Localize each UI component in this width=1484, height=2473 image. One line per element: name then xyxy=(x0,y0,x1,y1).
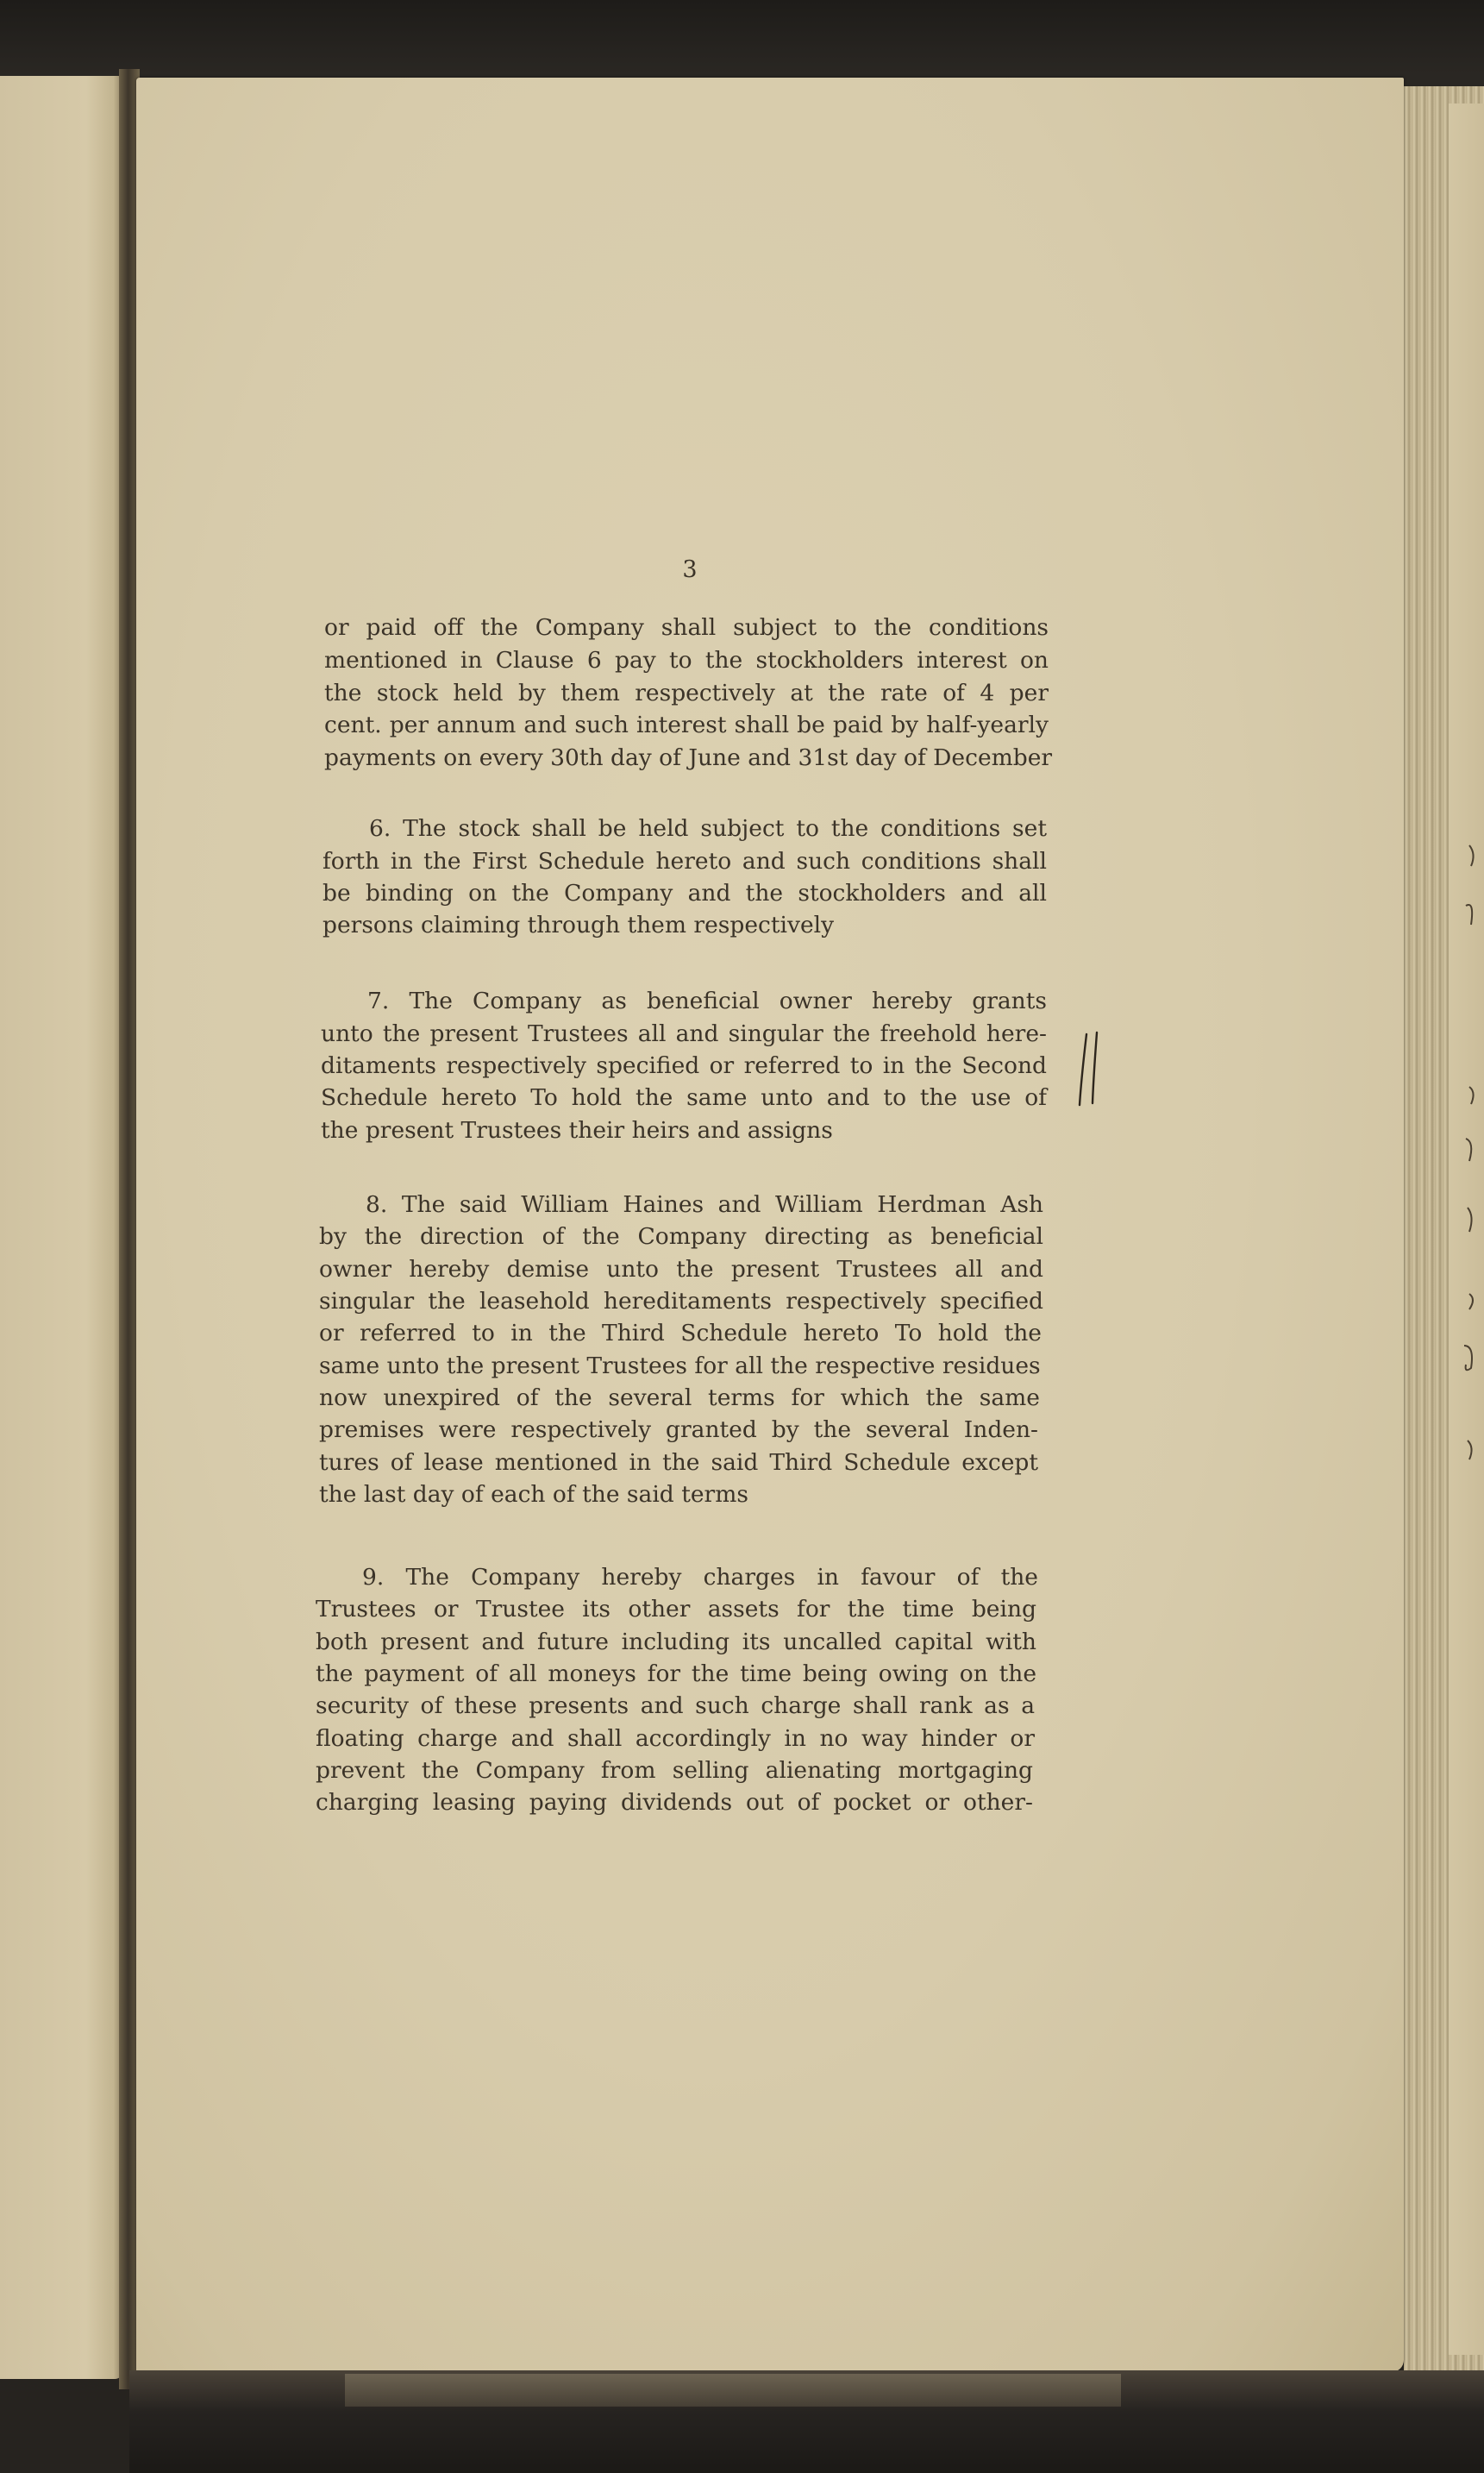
text-line: same unto the present Trustees for all the respective residues xyxy=(319,1353,1041,1379)
text-line: the last day of each of the said terms xyxy=(319,1481,748,1508)
text-line: premises were respectively granted by the several Inden- xyxy=(319,1416,1038,1443)
text-line: or referred to in the Third Schedule hereto To hold the xyxy=(319,1320,1042,1346)
text-line: unto the present Trustees all and singular the freehold here- xyxy=(321,1020,1047,1047)
text-line: now unexpired of the several terms for which the same xyxy=(319,1384,1040,1411)
edge-handwriting-marks xyxy=(1457,828,1484,1518)
text-line: security of these presents and such charge shall rank as a xyxy=(316,1692,1035,1719)
text-line: 7. The Company as beneficial owner hereby grants xyxy=(367,988,1047,1014)
text-line: ditaments respectively specified or referred to in the Second xyxy=(321,1052,1047,1079)
previous-page-edge xyxy=(0,76,123,2379)
text-line: singular the leasehold hereditaments respectively specified xyxy=(319,1288,1043,1315)
text-line: Trustees or Trustee its other assets for the time being xyxy=(316,1596,1036,1623)
text-line: the present Trustees their heirs and assigns xyxy=(321,1117,833,1144)
text-line: both present and future including its uncalled capital with xyxy=(316,1629,1036,1655)
text-line: persons claiming through them respectively xyxy=(322,912,835,938)
text-line: 6. The stock shall be held subject to the conditions set xyxy=(369,815,1047,842)
text-line: the stock held by them respectively at the rate of 4 per xyxy=(324,680,1049,706)
text-line: the payment of all moneys for the time being owing on the xyxy=(316,1660,1036,1687)
page-number: 3 xyxy=(682,556,698,583)
text-line: 8. The said William Haines and William Herdman Ash xyxy=(366,1191,1043,1218)
text-line: tures of lease mentioned in the said Third Schedule except xyxy=(319,1449,1038,1476)
text-line: payments on every 30th day of June and 31st day of December xyxy=(324,744,1053,771)
text-line: Schedule hereto To hold the same unto and to the use of xyxy=(321,1084,1047,1111)
text-line: floating charge and shall accordingly in no way hinder or xyxy=(316,1725,1035,1752)
text-line: 9. The Company hereby charges in favour of the xyxy=(362,1564,1038,1591)
text-line: by the direction of the Company directing as beneficial xyxy=(319,1223,1043,1250)
text-line: prevent the Company from selling alienating mortgaging xyxy=(316,1757,1033,1784)
bottom-label-strip xyxy=(345,2374,1121,2407)
text-line: be binding on the Company and the stockholders and all xyxy=(322,880,1047,907)
text-line: or paid off the Company shall subject to the conditions xyxy=(324,614,1049,641)
text-line: mentioned in Clause 6 pay to the stockholders interest on xyxy=(324,647,1049,674)
text-line: charging leasing paying dividends out of pocket or other- xyxy=(316,1789,1033,1816)
handwritten-margin-mark xyxy=(1076,1031,1102,1108)
text-line: forth in the First Schedule hereto and such conditions shall xyxy=(322,848,1047,875)
text-line: owner hereby demise unto the present Trustees all and xyxy=(319,1256,1043,1283)
text-line: cent. per annum and such interest shall be paid by half-yearly xyxy=(324,712,1049,738)
